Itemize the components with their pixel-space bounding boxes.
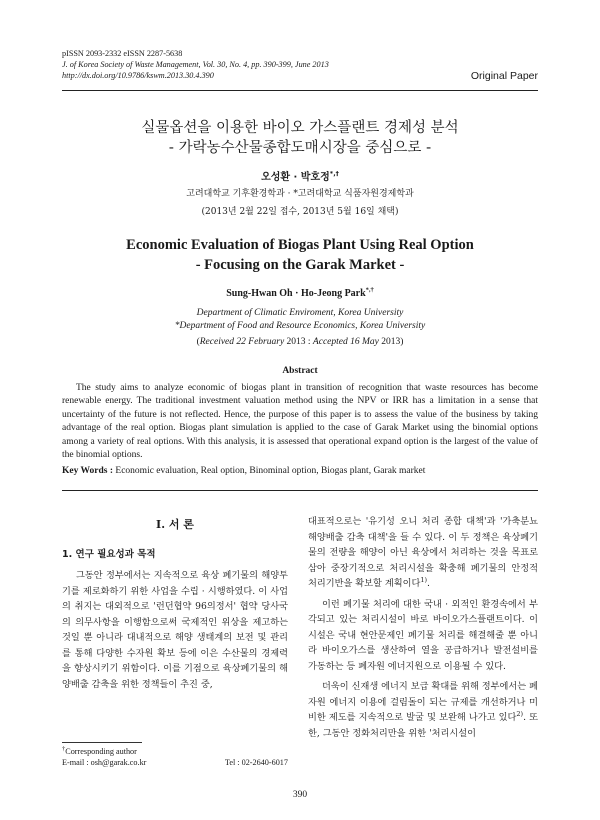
header-rule <box>62 90 538 91</box>
korean-author-mark: *,† <box>329 169 339 178</box>
english-received: (Received 22 February 2013 : Accepted 16 May 2013) <box>196 337 404 347</box>
korean-title <box>62 118 538 158</box>
right-column <box>308 514 538 741</box>
journal-citation: J. of Korea Society of Waste Management, Vol. 30, No. 4, pp. 390-399, June 2013 <box>62 60 329 69</box>
abstract-heading: Abstract <box>282 366 318 376</box>
body-paragraph: 이런 폐기물 처리에 대한 국내 · 외적인 환경속에서 부각되고 있는 처리시설이 바로 바이오가스플랜트이다. 이 시설은 국내 현안문제인 폐기물 처리를 해결해줄 뿐 아니라 바이오가스를 생산하여 열을 공급하거나 발전설비를 가동하는 등 폐자원 에너지원으로 이용될 수 있다. <box>308 598 538 672</box>
keywords: Key Words : Economic evaluation, Real option, Binominal option, Biogas plant, Garak market <box>62 466 426 476</box>
abstract-text: The study aims to analyze economic of biogas plant in transition of recognition that waste resources has become renewable energy. The traditional investment valuation method using the NPV or IRR has a limitation in a sense that uncertainty of the future is not reflected. Hence, the purpose of this paper is to assess the value of the business by taking advantage of the real option. Biogas plant simulation is applied to the case of Garak Market using the binomial options among a variety of real options. With this analysis, it is assessed that operational expand option is the largest of the value of the binomial options. <box>62 383 538 461</box>
korean-title-line2: - 가락농수산물종합도매시장을 중심으로 - <box>168 140 432 156</box>
left-column <box>62 568 288 692</box>
english-affiliation: Department of Climatic Enviroment, Korea University *Department of Food and Resource Economics, Korea University <box>174 308 426 331</box>
section-heading: I. 서 론 <box>156 518 194 531</box>
journal-header <box>62 48 329 81</box>
body-paragraph: 대표적으로는 '유기성 오니 처리 종합 대책'과 '가축분뇨 해양배출 감축 대책'을 들 수 있다. 이 두 정책은 육상폐기물의 전량을 해양이 아닌 육상에서 처리하는 것을 목표로 삼아 중장기적으로 처리시설을 확충해 폐기물의 안정적 처리기반을 확보할 계획이다$^{1)}$. <box>308 516 538 589</box>
footnote-tel: Tel : 02-2640-6017 <box>224 758 288 767</box>
subsection-heading: 1. 연구 필요성과 목적 <box>62 549 156 560</box>
english-author-mark: *,† <box>365 286 374 294</box>
korean-authors: 오성환 · 박호정*,† <box>261 169 339 183</box>
doi-link[interactable]: http://dx.doi.org/10.9786/kswm.2013.30.4.390 <box>62 71 214 80</box>
footnote-rule <box>62 742 142 743</box>
body-paragraph: 그동안 정부에서는 지속적으로 육상 폐기물의 해양투기를 제로화하기 위한 사업을 수립 · 시행하였다. 이 사업의 취지는 대외적으로 '런던협약 96의정서' 협약 당사국의 의무사항을 이행함으로써 국제적인 위상을 제고하는 것일 뿐 아니라 대내적으로 해양 생태계의 보전 및 관리를 통해 다양한 수자원 확보 등에 이은 수산물의 경제력을 향상시키기 위함이다. 이를 기점으로 육상폐기물의 해양배출 감축을 위한 정책들이 추진 중, <box>62 570 288 690</box>
issn-line: pISSN 2093-2332 eISSN 2287-5638 <box>62 49 183 58</box>
english-authors: Sung-Hwan Oh · Ho-Jeong Park*,† <box>226 286 374 299</box>
english-title-line2: - Focusing on the Garak Market - <box>195 257 405 273</box>
korean-affiliation: 고려대학교 기후환경학과 · *고려대학교 식품자원경제학과 <box>186 189 414 199</box>
english-title <box>62 235 538 275</box>
footnote: †Corresponding author E-mail : osh@garak.co.kr Tel : 02-2640-6017 <box>62 745 288 767</box>
korean-received: (2013년 2월 22일 접수, 2013년 5월 16일 채택) <box>201 207 399 217</box>
body-paragraph: 더욱이 신재생 에너지 보급 확대를 위해 정부에서는 폐자원 에너지 이용에 걸림돌이 되는 규제를 개선하거나 미비한 제도를 지속적으로 발굴 및 보완해 나가고 있다$^{2)}$. 또한, 그동안 정화처리만을 위한 '처리시설이 <box>308 681 539 739</box>
english-title-line1: Economic Evaluation of Biogas Plant Using Real Option <box>126 237 474 253</box>
page-number: 390 <box>292 790 308 800</box>
abstract-rule <box>62 490 538 491</box>
korean-title-line1: 실물옵션을 이용한 바이오 가스플랜트 경제성 분석 <box>141 120 459 136</box>
footnote-email: E-mail : osh@garak.co.kr <box>62 758 147 767</box>
paper-type-label: Original Paper <box>470 70 538 82</box>
